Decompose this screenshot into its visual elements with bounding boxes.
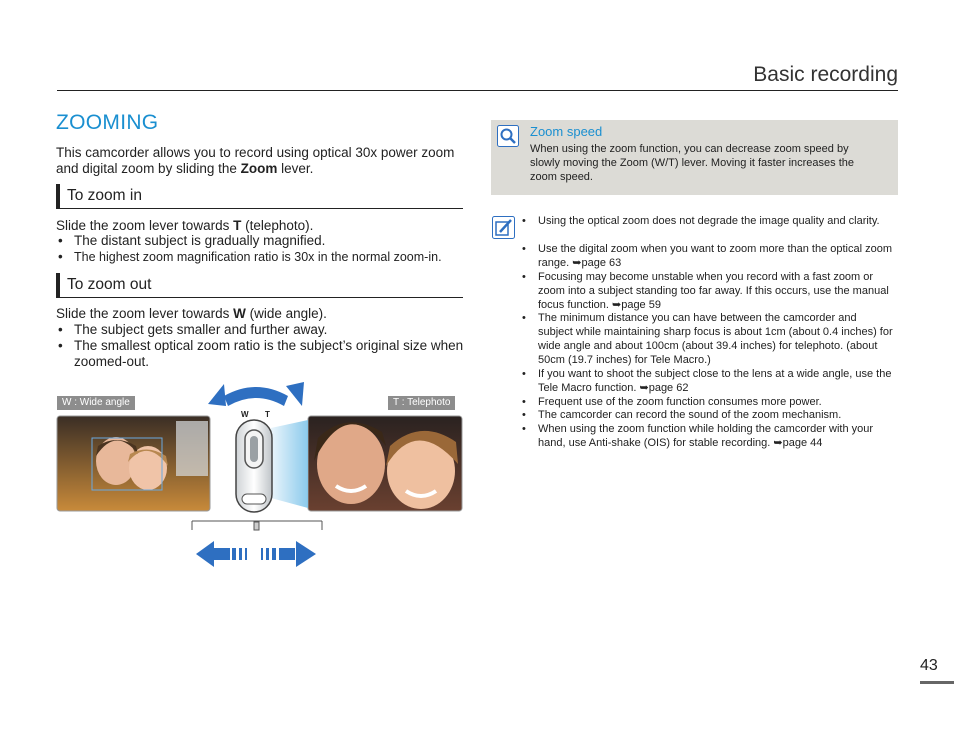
zoom-out-lead-text-2: (wide angle). [245,306,327,321]
bullet-dot: • [522,409,526,421]
zoom-in-lead-text-2: (telephoto). [241,218,314,233]
zoom-in-lead-bold: T [233,218,242,233]
bullet-text: The subject gets smaller and further away. [74,322,328,337]
zoom-out-lead-text: Slide the zoom lever towards [56,306,234,321]
zoom-out-lead [56,306,327,322]
tip-text: Use the digital zoom when you want to zoom more than the optical zoom range. ➥page 63 [538,243,893,269]
bullet-dot: • [58,322,63,337]
tip-text: If you want to shoot the subject close to the lens at a wide angle, use the Tele Macro function. ➥page 62 [538,368,892,394]
intro-bold: Zoom [240,161,278,176]
tip-text: The camcorder can record the sound of the zoom mechanism. [538,409,842,421]
zoom-slider [192,521,322,530]
intro-paragraph [56,145,466,177]
zoom-in-lead [56,218,313,234]
bullet-text: The smallest optical zoom ratio is the subject’s original size when zoomed-out. [74,338,464,369]
telephoto-photo [308,416,462,511]
zoom-in-heading [56,184,463,209]
zoom-in-lead-text: Slide the zoom lever towards [56,218,234,233]
note-title: Zoom speed [530,124,603,139]
page-number: 43 [920,657,938,674]
intro-text-1: This camcorder allows you to record using optical 30x power zoom and digital zoom by sliding the [56,145,455,176]
tip-text: The minimum distance you can have between the camcorder and subject while maintaining sharp focus is about 1cm (about 0.4 inches) for wide angle and about 100cm (about 39.4 inches) for telephoto. (about 50cm (19.7 inches) for Tele Macro.) [538,312,893,366]
tip-text: Using the optical zoom does not degrade the image quality and clarity. [538,215,880,227]
magnifier-note-icon [497,125,519,147]
zoom-illustration [56,376,466,571]
heading-bar [56,184,60,208]
bullet-text: The highest zoom magnification ratio is 30x in the normal zoom-in. [74,250,442,264]
lever-t-label: T [265,410,270,419]
tip-text: Focusing may become unstable when you record with a fast zoom or zoom into a subject standing too far away. If this occurs, use the manual focus function. ➥page 59 [538,271,889,311]
pencil-tip-icon [492,216,515,239]
bullet-dot: • [522,396,526,408]
zoom-arc-arrow [208,382,304,406]
bullet-dot: • [522,271,526,283]
bullet-dot: • [522,215,526,227]
telephoto-label: T : Telephoto [388,396,455,410]
bullet-text: The distant subject is gradually magnified. [74,233,326,248]
zoom-out-title: To zoom out [67,276,152,293]
page-title: ZOOMING [56,111,159,134]
wide-angle-photo [57,416,210,511]
bullet-dot: • [58,338,63,353]
tip-text: When using the zoom function while holding the camcorder with your hand, use Anti-shake (OIS) for stable recording. ➥page 44 [538,423,874,449]
zoom-lever[interactable] [236,410,272,512]
zoom-out-heading [56,273,463,298]
zoom-in-title: To zoom in [67,187,142,204]
zoom-direction-arrow [196,541,316,567]
bullet-dot: • [522,312,526,324]
page-number-rule [920,681,954,684]
zoom-beam [271,420,308,508]
zoom-out-lead-bold: W [233,306,246,321]
heading-bar [56,273,60,297]
intro-text-2: lever. [277,161,314,176]
wide-angle-label: W : Wide angle [57,396,135,410]
bullet-dot: • [58,249,63,264]
header-rule [57,90,898,91]
bullet-dot: • [522,368,526,380]
section-title: Basic recording [753,63,898,86]
note-body: When using the zoom function, you can decrease zoom speed by slowly moving the Zoom (W/T) lever. Moving it faster increases the zoom speed. [530,143,854,183]
bullet-dot: • [522,423,526,435]
bullet-dot: • [522,243,526,255]
tip-text: Frequent use of the zoom function consumes more power. [538,396,822,408]
bullet-dot: • [58,233,63,248]
lever-w-label: W [241,410,249,419]
